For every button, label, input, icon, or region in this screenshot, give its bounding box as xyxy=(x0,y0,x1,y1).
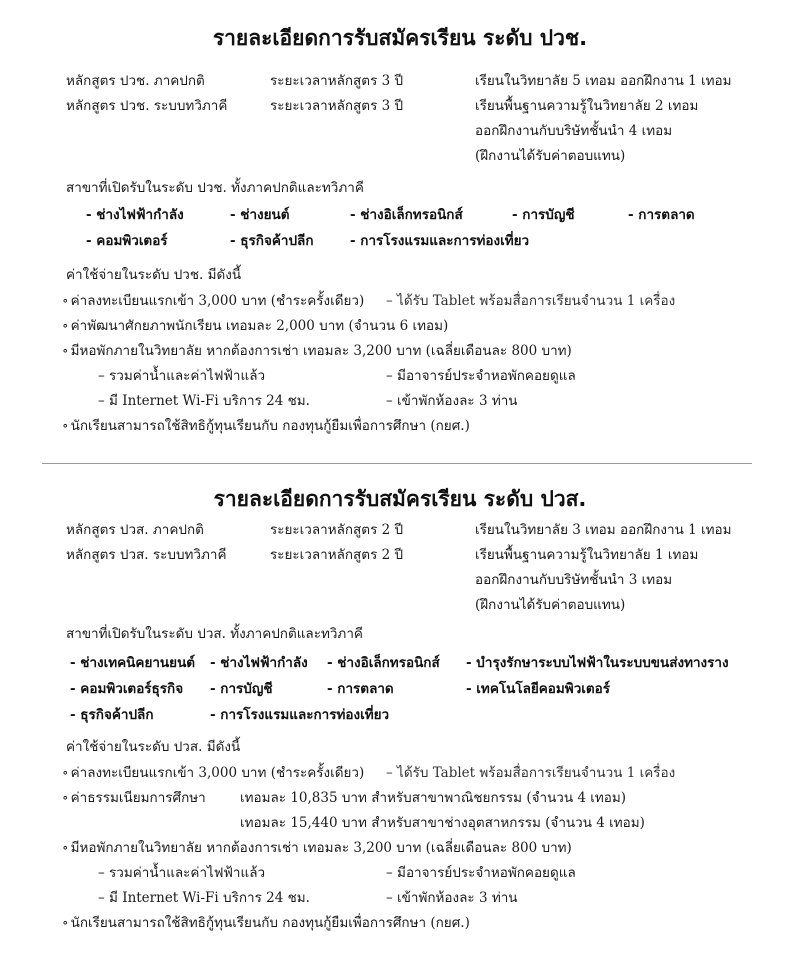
pvc-major-item: - การโรงแรมและการท่องเที่ยว xyxy=(350,233,530,249)
hvc-course-regular-detail: เรียนในวิทยาลัย 3 เทอม ออกฝึกงาน 1 เทอม xyxy=(475,522,732,538)
pvc-title: รายละเอียดการรับสมัครเรียน ระดับ ปวช. xyxy=(212,26,588,50)
hvc-dorm: ∘ มีหอพักภายในวิทยาลัย หากต้องการเช่า เทอมละ 3,200 บาท (เฉลี่ยเดือนละ 800 บาท) xyxy=(62,836,572,858)
pvc-major-item: - การตลาด xyxy=(628,207,695,223)
pvc-major-item: - คอมพิวเตอร์ xyxy=(86,233,168,249)
hvc-expenses-heading: ค่าใช้จ่ายในระดับ ปวส. มีดังนี้ xyxy=(66,739,241,755)
hvc-major-item: - การโรงแรมและการท่องเที่ยว xyxy=(210,707,390,723)
pvc-student-loan: ∘ นักเรียนสามารถใช้สิทธิกู้ทุนเรียนกับ กองทุนกู้ยืมเพื่อการศึกษา (กยศ.) xyxy=(62,414,470,436)
pvc-course-regular-detail: เรียนในวิทยาลัย 5 เทอม ออกฝึกงาน 1 เทอม xyxy=(475,73,732,89)
hvc-major-item: - ช่างเทคนิคยานยนต์ xyxy=(70,655,196,671)
pvc-major-item: - ช่างไฟฟ้ากำลัง xyxy=(86,207,184,223)
hvc-course-dual-detail: เรียนพื้นฐานความรู้ในวิทยาลัย 1 เทอม xyxy=(475,547,699,563)
pvc-course-regular-duration: ระยะเวลาหลักสูตร 3 ปี xyxy=(270,73,404,89)
hvc-course-regular-name: หลักสูตร ปวส. ภาคปกติ xyxy=(66,522,204,538)
hvc-dorm-item: – รวมค่าน้ำและค่าไฟฟ้าแล้ว xyxy=(98,865,266,881)
hvc-title: รายละเอียดการรับสมัครเรียน ระดับ ปวส. xyxy=(213,487,587,511)
pvc-course-dual-duration: ระยะเวลาหลักสูตร 3 ปี xyxy=(270,98,404,114)
hvc-fee-tuition-commerce: เทอมละ 10,835 บาท สำหรับสาขาพาณิชยกรรม (จำนวน 4 เทอม) xyxy=(240,790,627,806)
pvc-dorm: ∘ มีหอพักภายในวิทยาลัย หากต้องการเช่า เทอมละ 3,200 บาท (เฉลี่ยเดือนละ 800 บาท) xyxy=(62,339,572,361)
pvc-fee-development: ∘ ค่าพัฒนาศักยภาพนักเรียน เทอมละ 2,000 บาท (จำนวน 6 เทอม) xyxy=(62,314,448,336)
pvc-dorm-item: – มีอาจารย์ประจำหอพักคอยดูแล xyxy=(386,368,576,384)
hvc-majors-heading: สาขาที่เปิดรับในระดับ ปวส. ทั้งภาคปกติและทวิภาคี xyxy=(66,626,363,642)
pvc-dorm-item: – เข้าพักห้องละ 3 ท่าน xyxy=(386,393,518,409)
hvc-course-regular-duration: ระยะเวลาหลักสูตร 2 ปี xyxy=(270,522,404,538)
hvc-dorm-item: – มี Internet Wi-Fi บริการ 24 ชม. xyxy=(98,890,310,906)
hvc-major-item: - การบัญชี xyxy=(210,681,273,697)
hvc-major-item: - บำรุงรักษาระบบไฟฟ้าในระบบขนส่งทางราง xyxy=(466,655,729,671)
pvc-major-item: - ช่างยนต์ xyxy=(230,207,290,223)
pvc-major-item: - การบัญชี xyxy=(512,207,575,223)
hvc-fee-registration-note: – ได้รับ Tablet พร้อมสื่อการเรียนจำนวน 1 เครื่อง xyxy=(386,765,676,781)
hvc-fee-registration: ∘ ค่าลงทะเบียนแรกเข้า 3,000 บาท (ชำระครั้งเดียว) xyxy=(62,761,364,783)
hvc-dorm-item: – เข้าพักห้องละ 3 ท่าน xyxy=(386,890,518,906)
hvc-fee-tuition-label: ∘ ค่าธรรมเนียมการศึกษา xyxy=(62,786,206,808)
hvc-course-dual-duration: ระยะเวลาหลักสูตร 2 ปี xyxy=(270,547,404,563)
hvc-major-item: - คอมพิวเตอร์ธุรกิจ xyxy=(70,681,184,697)
hvc-student-loan: ∘ นักเรียนสามารถใช้สิทธิกู้ทุนเรียนกับ กองทุนกู้ยืมเพื่อการศึกษา (กยศ.) xyxy=(62,911,470,933)
hvc-major-item: - ธุรกิจค้าปลีก xyxy=(70,707,154,723)
hvc-dorm-item: – มีอาจารย์ประจำหอพักคอยดูแล xyxy=(386,865,576,881)
pvc-expenses-heading: ค่าใช้จ่ายในระดับ ปวช. มีดังนี้ xyxy=(66,267,242,283)
hvc-fee-tuition-industrial: เทอมละ 15,440 บาท สำหรับสาขาช่างอุตสาหกรรม (จำนวน 4 เทอม) xyxy=(240,815,645,831)
pvc-course-dual-detail: เรียนพื้นฐานความรู้ในวิทยาลัย 2 เทอม xyxy=(475,98,699,114)
pvc-dual-paid-note: (ฝึกงานได้รับค่าตอบแทน) xyxy=(475,148,626,164)
hvc-major-item: - เทคโนโลยีคอมพิวเตอร์ xyxy=(466,681,611,697)
pvc-major-item: - ช่างอิเล็กทรอนิกส์ xyxy=(350,207,463,223)
pvc-course-regular-name: หลักสูตร ปวช. ภาคปกติ xyxy=(66,73,205,89)
hvc-dual-paid-note: (ฝึกงานได้รับค่าตอบแทน) xyxy=(475,597,626,613)
pvc-fee-registration: ∘ ค่าลงทะเบียนแรกเข้า 3,000 บาท (ชำระครั้งเดียว) xyxy=(62,289,364,311)
hvc-major-item: - ช่างไฟฟ้ากำลัง xyxy=(210,655,308,671)
pvc-fee-registration-note: – ได้รับ Tablet พร้อมสื่อการเรียนจำนวน 1 เครื่อง xyxy=(386,293,676,309)
hvc-dual-internship: ออกฝึกงานกับบริษัทชั้นนำ 3 เทอม xyxy=(475,572,673,588)
hvc-course-dual-name: หลักสูตร ปวส. ระบบทวิภาคี xyxy=(66,547,227,563)
pvc-major-item: - ธุรกิจค้าปลีก xyxy=(230,233,314,249)
hvc-major-item: - การตลาด xyxy=(327,681,394,697)
pvc-course-dual-name: หลักสูตร ปวช. ระบบทวิภาคี xyxy=(66,98,228,114)
pvc-majors-heading: สาขาที่เปิดรับในระดับ ปวช. ทั้งภาคปกติและทวิภาคี xyxy=(66,180,364,196)
hvc-major-item: - ช่างอิเล็กทรอนิกส์ xyxy=(327,655,440,671)
section-divider xyxy=(42,463,752,464)
pvc-dorm-item: – รวมค่าน้ำและค่าไฟฟ้าแล้ว xyxy=(98,368,266,384)
pvc-dorm-item: – มี Internet Wi-Fi บริการ 24 ชม. xyxy=(98,393,310,409)
pvc-dual-internship: ออกฝึกงานกับบริษัทชั้นนำ 4 เทอม xyxy=(475,123,673,139)
